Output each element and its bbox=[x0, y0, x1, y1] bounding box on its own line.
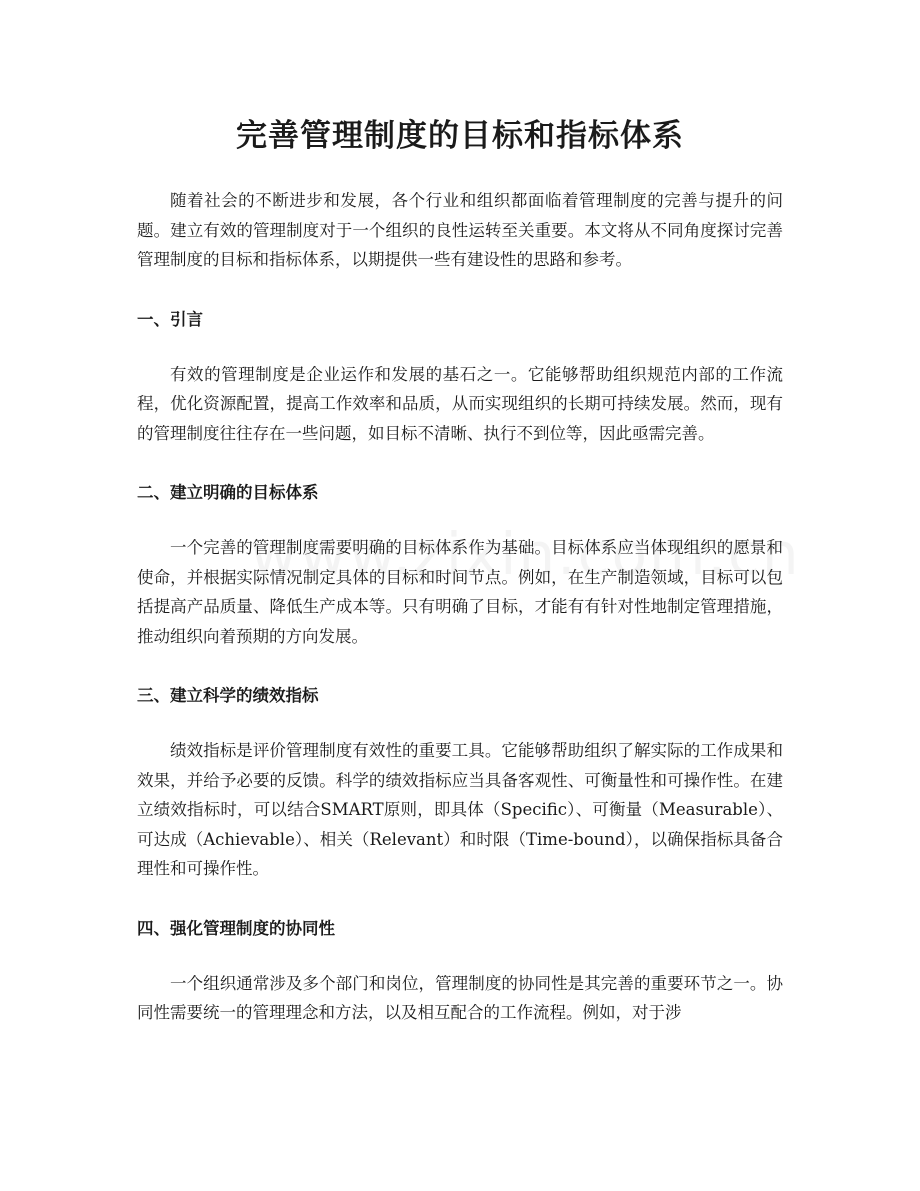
section-body-2: 一个完善的管理制度需要明确的目标体系作为基础。目标体系应当体现组织的愿景和使命，并根据实际情况制定具体的目标和时间节点。例如，在生产制造领域，目标可以包括提高产品质量、降低生产成本等。只有明确了目标，才能有有针对性地制定管理措施，推动组织向着预期的方向发展。 bbox=[137, 538, 783, 646]
section-body-1: 有效的管理制度是企业运作和发展的基石之一。它能够帮助组织规范内部的工作流程，优化资源配置，提高工作效率和品质，从而实现组织的长期可持续发展。然而，现有的管理制度往往存在一些问题，如目标不清晰、执行不到位等，因此亟需完善。 bbox=[137, 364, 783, 443]
intro-paragraph: 随着社会的不断进步和发展，各个行业和组织都面临着管理制度的完善与提升的问题。建立有效的管理制度对于一个组织的良性运转至关重要。本文将从不同角度探讨完善管理制度的目标和指标体系，以期提供一些有建设性的思路和参考。 bbox=[137, 191, 783, 269]
section-heading-2: 二、建立明确的目标体系 bbox=[137, 483, 319, 502]
section-heading-3: 三、建立科学的绩效指标 bbox=[137, 686, 319, 705]
section-body-4: 一个组织通常涉及多个部门和岗位，管理制度的协同性是其完善的重要环节之一。协同性需要统一的管理理念和方法，以及相互配合的工作流程。例如，对于涉 bbox=[137, 973, 783, 1022]
document-body bbox=[137, 186, 783, 1061]
document-title: 完善管理制度的目标和指标体系 bbox=[236, 118, 684, 154]
section-heading-4: 四、强化管理制度的协同性 bbox=[137, 918, 335, 938]
section-body-3: 绩效指标是评价管理制度有效性的重要工具。它能够帮助组织了解实际的工作成果和效果，并给予必要的反馈。科学的绩效指标应当具备客观性、可衡量性和可操作性。在建立绩效指标时，可以结合SMART原则，即具体（Specific）、可衡量（Measurable）、可达成（Achievable）、相关（Relevant）和时限（Time-bound），以确保指标具备合理性和可操作性。 bbox=[137, 741, 783, 878]
section-heading-1: 一、引言 bbox=[137, 309, 203, 329]
